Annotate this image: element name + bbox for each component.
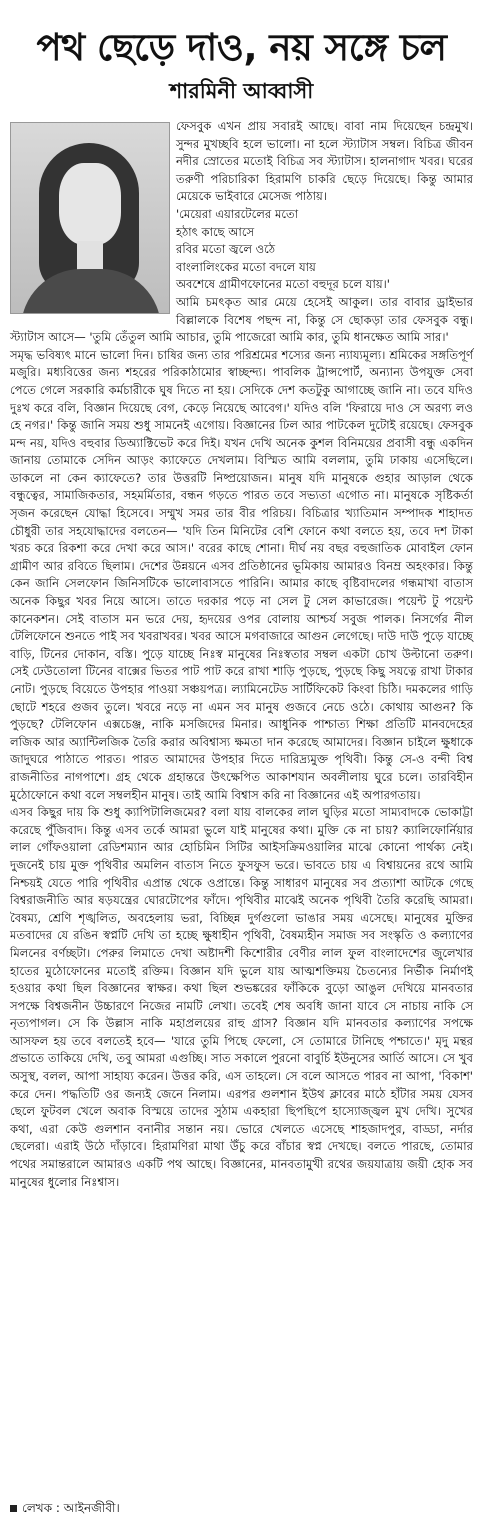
verse-line: বাংলালিংকের মতো বদলে যায় <box>176 259 316 274</box>
author-note-text: লেখক : আইনজীবী। <box>22 1501 120 1515</box>
verse-line: অবশেষে গ্রামীণফোনের মতো বহুদূর চলে যায়।' <box>176 277 390 292</box>
body-paragraph: এসব কিছুর দায় কি শুধু ক্যাপিটালিজমের? বলা যায় বালকের লাল ঘুড়ির মতো সাম্যবাদকে ভোকাট্টা করেছে পুঁজিবাদ। কিন্তু এসব তর্কে আমরা ভুলে যাই মানুষের কথা। মুক্তি কে না চায়? ক্যালিফোর্নিয়ার লাল গোঁফওয়ালা রেডিশম্যান আর হোচিমিন সিটির আইসক্রিমওয়ালির মাঝে কোনো পার্থক্য নেই। দুজনেই চায় মুক্ত পৃথিবীর অমলিন বাতাস নিতে ফুসফুস ভরে। ভাবতে চায় এ বিশ্বায়নের রথে আমি নিশ্চয়ই যেতে পারি পৃথিবীর এপ্রান্ত থেকে ওপ্রান্তে। কিন্তু সাধারণ মানুষের সব প্রত্যাশা আটকে গেছে বিশ্বরাজনীতি আর ষড়যন্ত্রের ঘোরটোপের ফাঁদে। পৃথিবীর মাঝেই অনেক পৃথিবী তৈরি করেছি আমরা। বৈষম্য, শ্রেণি শৃঙ্খলিত, অবহেলায় ভরা, বিচ্ছিন্ন দুর্গগুলো ভাঙার সময় এসেছে। মানুষের মুক্তির মতবাদের যে রঙিন স্বপ্নটি দেখি তা হচ্ছে ক্ষুধাহীন পৃথিবী, বৈষম্যহীন সমাজ সব সংস্কৃতি ও কল্যাণের মিলনের বর্ণচ্ছটা। পেরুর লিমাতে দেখা অষ্টাদশী কিশোরীর বেণীর লাল ফুল বাংলাদেশের জুলেখার হাতের মুঠোফোনের মতোই রক্তিম। বিজ্ঞান যদি ভুলে যায় আত্মশক্তিময় চৈতন্যের নির্ভীক নির্মাণই হওয়ার কথা ছিল বিজ্ঞানের স্বাক্ষর। কথা ছিল শুভঙ্করের ফাঁকিকে বুড়ো আঙুল দেখিয়ে মানবতার সপক্ষে বিশ্বজনীন উচ্চারণে নিজের নামটি লেখা। তবেই শেষ অবধি জানা যাবে সে নাচায় নাকি সে নৃত্যপাগল। সে কি উল্লাস নাকি মহাপ্রলয়ের রাহু গ্রাস? বিজ্ঞান যদি মানবতার কল্যাণের সপক্ষে আসফল হয় তবে বলতেই হবে— 'যারে তুমি পিছে ফেলো, সে তোমারে টানিছে পশ্চাতে।' মৃদু মন্থর প্রভাতে তাকিয়ে দেখি, তবু আমরা এগুচ্ছি। সাত সকালে পুরনো বাবুর্চি ইউনুসের আর্তি আসে। সে খুব অসুস্থ, বলল, আপা সাহায্য করেন। উত্তর করি, এস তাহলে। সে বলে আসতে পারব না আপা, 'বিকাশ' করে দেন। পদ্ধতিটি ওর জন্যই জেনে নিলাম। এরপর গুলশান ইউথ ক্লাবের মাঠে হাঁটার সময় যেসব ছেলে ফুটবল খেলে অবাক বিস্ময়ে তাদের সুঠাম একহারা ছিপছিপে হাস্যোজ্জ্বল মুখ দেখি। সুখের কথা, এরা কেউ গুলশান বনানীর সন্তান নয়। ভোরে খেলতে এসেছে শাহজাদপুর, বাড্ডা, নর্দার ছেলেরা। এরাই উঠে দাঁড়াবে। হিরামণিরা মাথা উঁচু করে বাঁচার স্বপ্ন দেখছে। বলতে পারছে, তোমার পথের সমান্তরালে আমারও একটি পথ আছে। বিজ্ঞানের, মানবতামুখী রথের জয়যাত্রায় জয়ী হোক সব মানুষের ধুলোর নিঃশ্বাস। <box>10 805 473 1189</box>
square-bullet-icon <box>10 1505 17 1512</box>
body-paragraph: আমি চমৎকৃত আর মেয়ে হেসেই আকুল। তার বাবার ড্রাইভার বিল্লালকে বিশেষ পছন্দ না, কিন্তু সে ছোকড়া তার ফেসবুক বন্ধু। স্ট্যাটাস আসে— 'তুমি তেঁতুল আমি আচার, তুমি পাজেরো আমি কার, তুমি ধানক্ষেত আমি সার।' <box>10 294 473 345</box>
byline: শারমিনী আব্বাসী <box>169 79 314 103</box>
headline: পথ ছেড়ে দাও, নয় সঙ্গে চল <box>36 26 447 69</box>
intro-paragraph: ফেসবুক এখন প্রায় সবারই আছে। বাবা নাম দিয়েছেন চন্দ্রমুখ। সুন্দর মুখচ্ছবি হলে ভালো। না হলে স্ট্যাটাস সম্বল। বিচিত্র জীবন নদীর স্রোতের মতোই বিচিত্র সব স্ট্যাটাস। হালনাগাদ খবর। ঘরের তরুণী পরিচারিকা হিরামণি চাকরি ছেড়ে দিয়েছে। কিন্তু আমার মেয়েকে ভাইবারে মেসেজ পাঠায়। <box>176 119 473 204</box>
author-note <box>10 1500 120 1516</box>
verse-line: 'মেয়েরা এয়ারটেলের মতো <box>176 206 299 221</box>
body-paragraph: সমৃদ্ধ ভবিষ্যৎ মানে ভালো দিন। চাষির জন্য তার পরিশ্রমের শস্যের জন্য ন্যায্যমূল্য। শ্রমিকের সঙ্গতিপূর্ণ মজুরি। মধ্যবিত্তের জন্য শহরের পরিকাঠামোর স্বাচ্ছন্দ্য। পাবলিক ট্রান্সপোর্ট, অন্যান্য উপযুক্ত সেবা পেতে গেলে সরকারি কর্মচারীকে ঘুষ দিতে না হয়। সেদিকে দেশ কতটুকু আগাচ্ছে জানি না। তবে যদিও দুঃখ করে বলি, বিজ্ঞান দিয়েছে বেগ, কেড়ে নিয়েছে আবেগ।' যদিও বলি 'ফিরায়ে দাও সে অরণ্য লও হে নগর।' কিন্তু জানি সময় শুধু সামনেই এগোয়। বিজ্ঞানের ঢিল আর পাটকেল দুটোই রয়েছে। ফেসবুক মন্দ নয়, যদিও বহুবার ডিঅ্যাক্টিভেট করে দিই। যখন দেখি অনেক কুশল বিনিময়ের প্রবাসী বন্ধু একদিন জানায় তোমাকে সেদিন আড়ং ক্যাফেতে দেখলাম। বিস্মিত আমি বললাম, তুমি ঢাকায় এসেছিলে। ডাকলে না কেন ক্যাফেতে? তার উত্তরটি নিষ্প্রয়োজন। মানুষ যদি মানুষকে গুহার আড়াল থেকে বন্ধুত্বের, সামাজিকতার, সহমর্মিতার, বন্ধন গড়তে পারত তবে সভ্যতা এগোত না। মানুষকে সৃষ্টিকর্তা সৃজন করেছেন যোদ্ধা হিসেবে। সম্মুখ সমর তার বীর পরিচয়। বিচিত্রার খ্যাতিমান সম্পাদক শাহাদত চৌধুরী তার সহযোদ্ধাদের বলতেন— 'যদি তিন মিনিটের বেশি ফোনে কথা বলতে হয়, তবে দশ টাকা খরচ করে রিকশা করে দেখা করে আস।' বরের কাছে শোনা। দীর্ঘ নয় বছর বহুজাতিক মোবাইল ফোন গ্রামীণ আর রবিতে ছিলাম। দেশের উন্নয়নে এসব প্রতিষ্ঠানের ভূমিকায় আমারও বিনম্র অহংকার। কিন্তু কেন জানি সেলফোন জিনিসটিকে ভালোবাসতে পারিনি। আমার কাছে বৃষ্টিবাদলের গন্ধমাখা বাতাস অনেক কিছুর খবর নিয়ে আসে। তাতে দরকার পড়ে না সেল টু সেল কাভারেজ। পয়েন্ট টু পয়েন্ট কানেকশন। সেই বাতাস মন ভরে দেয়, হৃদয়ের ওপর বোলায় আশ্চর্য সবুজ পালক। নিসর্গের নীল টেলিফোনে শুনতে পাই সব খবরাখবর। খবর আসে মগবাজারে আগুন লেগেছে। দাউ দাউ পুড়ে যাচ্ছে বাড়ি, টিনের দোকান, বস্তি। পুড়ে যাচ্ছে নিঃস্ব মানুষের নিঃস্বতার সম্বল একটা চোখ উল্টানো তরুণ। সেই ঢেউতোলা টিনের বাক্সের ভিতর পাট পাট করে রাখা শাড়ি পুড়ছে, পুড়ছে কিছু সযত্নে রাখা টাকার নোট। পুড়ছে বিয়েতে উপহার পাওয়া সঞ্চয়পত্র। ল্যামিনেটেড সার্টিফিকেট কিংবা চিঠি। দমকলের গাড়ি ছোটে শহরে গুজব তুলে। খবরে নড়ে না এমন সব মানুষ গুজবে নেচে ওঠে। কোথায় আগুন? কি পুড়ছে? টেলিফোন এক্সচেঞ্জ, নাকি মসজিদের মিনার। আধুনিক পাশ্চাত্য শিক্ষা প্রতিটি মানবদেহের লজিক আর অ্যান্টিলজিক তৈরি করার অবিশ্বাস্য ক্ষমতা দান করেছে আমাদের। বিজ্ঞান চাইলে ক্ষুধাকে জাদুঘরে পাঠাতে পারত। পারত আমাদের উপহার দিতে দারিদ্র্যমুক্ত পৃথিবী। কিন্তু সে-ও বন্দী বিশ্ব রাজনীতির নাগপাশে। গ্রহ থেকে গ্রহান্তরে উৎক্ষেপিত আকাশযান অবলীলায় ঘুরে চলে। তারবিহীন মুঠোফোনে কথা বলে সম্বলহীন মানুষ। তাই আমি বিশ্বাস করি না বিজ্ঞানের এই অপারগতায়। <box>10 347 473 802</box>
verse-line: রবির মতো জ্বলে ওঠে <box>176 242 276 257</box>
article-body <box>10 118 473 1191</box>
verse-line: হঠাৎ কাছে আসে <box>176 224 255 239</box>
